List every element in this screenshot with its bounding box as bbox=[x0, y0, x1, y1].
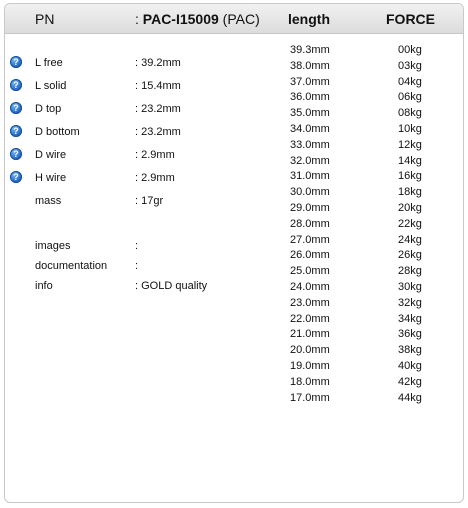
extra-value: : bbox=[135, 260, 139, 272]
force-cell: 38kg bbox=[398, 344, 422, 357]
part-number-prefix: : bbox=[135, 11, 143, 27]
extra-label: images bbox=[35, 240, 71, 252]
length-cell: 25.0mm bbox=[290, 265, 330, 278]
force-cell: 26kg bbox=[398, 249, 422, 262]
extra-value: : bbox=[135, 240, 139, 252]
table-row bbox=[5, 202, 464, 218]
table-row bbox=[5, 297, 464, 313]
force-cell: 24kg bbox=[398, 233, 422, 246]
length-cell: 21.0mm bbox=[290, 328, 330, 341]
force-cell: 06kg bbox=[398, 91, 422, 104]
force-cell: 16kg bbox=[398, 170, 422, 183]
length-force-table bbox=[5, 44, 464, 407]
help-icon[interactable]: ? bbox=[10, 125, 22, 137]
force-cell: 00kg bbox=[398, 44, 422, 56]
extra-label: info bbox=[35, 280, 53, 292]
help-icon[interactable]: ? bbox=[10, 56, 22, 68]
length-cell: 20.0mm bbox=[290, 344, 330, 357]
length-cell: 29.0mm bbox=[290, 201, 330, 214]
table-row bbox=[5, 218, 464, 234]
force-cell: 08kg bbox=[398, 107, 422, 120]
table-row bbox=[5, 123, 464, 139]
pn-header: PN bbox=[35, 11, 55, 27]
spec-label: L free bbox=[35, 57, 63, 69]
table-row bbox=[5, 360, 464, 376]
table-row bbox=[5, 107, 464, 123]
part-number-code: PAC-I15009 bbox=[142, 11, 219, 27]
force-cell: 30kg bbox=[398, 280, 422, 293]
table-row bbox=[5, 234, 464, 250]
length-cell: 23.0mm bbox=[290, 296, 330, 309]
force-cell: 28kg bbox=[398, 265, 422, 278]
length-cell: 31.0mm bbox=[290, 170, 330, 183]
table-row bbox=[5, 76, 464, 92]
length-cell: 38.0mm bbox=[290, 59, 330, 72]
force-cell: 10kg bbox=[398, 122, 422, 135]
length-cell: 17.0mm bbox=[290, 391, 330, 404]
table-row bbox=[5, 281, 464, 297]
table-row bbox=[5, 249, 464, 265]
length-cell: 27.0mm bbox=[290, 233, 330, 246]
table-row bbox=[5, 139, 464, 155]
force-cell: 12kg bbox=[398, 138, 422, 151]
length-cell: 34.0mm bbox=[290, 122, 330, 135]
force-cell: 36kg bbox=[398, 328, 422, 341]
length-cell: 26.0mm bbox=[290, 249, 330, 262]
spec-value: : 15.4mm bbox=[135, 80, 181, 92]
length-cell: 35.0mm bbox=[290, 107, 330, 120]
table-row bbox=[5, 376, 464, 392]
help-icon[interactable]: ? bbox=[10, 102, 22, 114]
extra-value: : GOLD quality bbox=[135, 280, 208, 292]
force-cell: 20kg bbox=[398, 201, 422, 214]
table-row bbox=[5, 344, 464, 360]
spec-label: L solid bbox=[35, 80, 67, 92]
part-number-suffix: (PAC) bbox=[218, 11, 260, 27]
spec-label: H wire bbox=[35, 172, 67, 184]
table-row bbox=[5, 44, 464, 60]
length-cell: 37.0mm bbox=[290, 75, 330, 88]
table-header bbox=[5, 4, 463, 34]
spec-value: : 23.2mm bbox=[135, 126, 181, 138]
force-cell: 34kg bbox=[398, 312, 422, 325]
spec-value: : 17gr bbox=[135, 195, 164, 207]
force-cell: 40kg bbox=[398, 359, 422, 372]
length-cell: 19.0mm bbox=[290, 359, 330, 372]
length-cell: 32.0mm bbox=[290, 154, 330, 167]
force-cell: 22kg bbox=[398, 217, 422, 230]
table-row bbox=[5, 186, 464, 202]
table-row bbox=[5, 155, 464, 171]
table-row bbox=[5, 313, 464, 329]
table-row bbox=[5, 170, 464, 186]
table-row bbox=[5, 265, 464, 281]
help-icon[interactable]: ? bbox=[10, 79, 22, 91]
force-cell: 32kg bbox=[398, 296, 422, 309]
spec-value: : 39.2mm bbox=[135, 57, 181, 69]
table-row bbox=[5, 60, 464, 76]
length-column-header: length bbox=[288, 11, 330, 27]
help-icon[interactable]: ? bbox=[10, 171, 22, 183]
help-icon[interactable]: ? bbox=[10, 148, 22, 160]
spec-value: : 23.2mm bbox=[135, 103, 181, 115]
force-cell: 44kg bbox=[398, 391, 422, 404]
force-cell: 42kg bbox=[398, 375, 422, 388]
length-cell: 36.0mm bbox=[290, 91, 330, 104]
length-cell: 28.0mm bbox=[290, 217, 330, 230]
force-column-header: FORCE bbox=[386, 11, 435, 27]
length-cell: 22.0mm bbox=[290, 312, 330, 325]
length-cell: 18.0mm bbox=[290, 375, 330, 388]
length-cell: 30.0mm bbox=[290, 186, 330, 199]
spec-label: D bottom bbox=[35, 126, 80, 138]
length-cell: 24.0mm bbox=[290, 280, 330, 293]
spec-label: D wire bbox=[35, 149, 67, 161]
table-row bbox=[5, 91, 464, 107]
spec-label: D top bbox=[35, 103, 62, 115]
length-cell: 39.3mm bbox=[290, 44, 330, 56]
spring-detail-panel bbox=[4, 3, 464, 503]
force-cell: 03kg bbox=[398, 59, 422, 72]
table-row bbox=[5, 328, 464, 344]
spec-label: mass bbox=[35, 195, 62, 207]
spec-value: : 2.9mm bbox=[135, 149, 175, 161]
extra-label: documentation bbox=[35, 260, 108, 272]
force-cell: 18kg bbox=[398, 186, 422, 199]
table-row bbox=[5, 392, 464, 408]
part-number bbox=[135, 11, 260, 27]
spec-value: : 2.9mm bbox=[135, 172, 175, 184]
force-cell: 14kg bbox=[398, 154, 422, 167]
length-cell: 33.0mm bbox=[290, 138, 330, 151]
force-cell: 04kg bbox=[398, 75, 422, 88]
